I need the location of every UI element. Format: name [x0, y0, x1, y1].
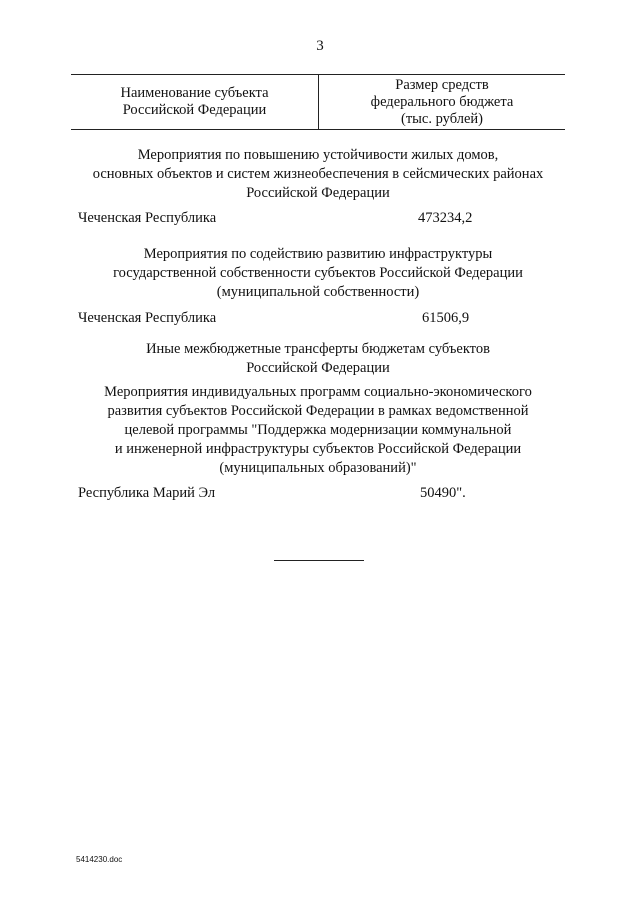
header-line: федерального бюджета	[370, 93, 514, 110]
table-row	[78, 210, 558, 229]
header-column-region	[71, 75, 319, 129]
header-line: (тыс. рублей)	[401, 110, 483, 127]
header-line: Российской Федерации	[122, 102, 267, 118]
table-header	[71, 74, 565, 130]
section-heading	[71, 245, 565, 302]
region-amount: 50490".	[420, 485, 466, 501]
heading-line: Мероприятия индивидуальных программ социально-экономического	[104, 384, 532, 400]
heading-line: и инженерной инфраструктуры субъектов Российской Федерации	[114, 441, 522, 457]
heading-line: основных объектов и систем жизнеобеспечения в сейсмических районах	[92, 166, 544, 182]
heading-line: целевой программы "Поддержка модернизации коммунальной	[124, 422, 512, 438]
document-id: 5414230.doc	[76, 855, 123, 864]
heading-line: развития субъектов Российской Федерации в рамках ведомственной	[107, 403, 529, 419]
section-heading	[71, 383, 565, 478]
table-row	[78, 485, 558, 504]
heading-line: Российской Федерации	[246, 360, 390, 376]
end-rule	[274, 560, 364, 561]
region-amount: 61506,9	[422, 310, 470, 326]
section-heading	[71, 146, 565, 203]
heading-line: Мероприятия по содействию развитию инфраструктуры	[143, 246, 493, 262]
heading-line: государственной собственности субъектов Российской Федерации	[113, 265, 523, 281]
region-name: Чеченская Республика	[78, 210, 217, 226]
heading-line: Мероприятия по повышению устойчивости жилых домов,	[137, 147, 499, 163]
header-line: Размер средств	[395, 76, 489, 93]
region-name: Чеченская Республика	[78, 310, 217, 326]
heading-line: (муниципальных образований)"	[219, 460, 417, 476]
header-line: Наименование субъекта	[120, 85, 269, 101]
heading-line: (муниципальной собственности)	[216, 284, 420, 300]
table-row	[78, 310, 558, 329]
region-amount: 473234,2	[418, 210, 473, 226]
section-heading	[71, 340, 565, 378]
heading-line: Иные межбюджетные трансферты бюджетам субъектов	[146, 341, 490, 357]
heading-line: Российской Федерации	[246, 185, 390, 201]
header-column-amount	[319, 75, 565, 129]
region-name: Республика Марий Эл	[78, 485, 216, 501]
page-number: 3	[316, 38, 324, 54]
